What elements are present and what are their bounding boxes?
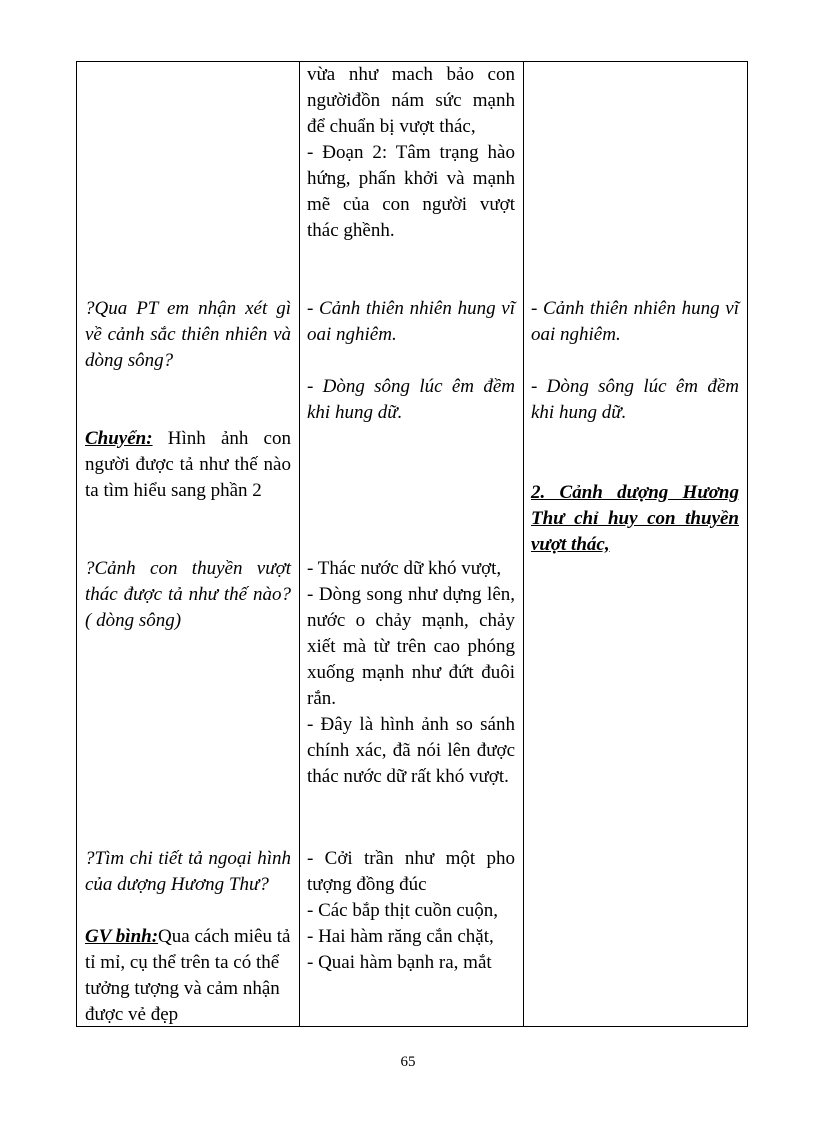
teacher-activity-column <box>77 62 300 1026</box>
transition-text: Hình ảnh con người được tả như thế nào ta tìm hiểu sang phần 2 <box>85 428 291 501</box>
intro-line-2: - Đoạn 2: Tâm trạng hào hứng, phấn khởi và mạnh mẽ của con người vượt thác ghềnh. <box>307 142 515 241</box>
question-appearance: ?Tìm chi tiết tả ngoại hình của dượng Hương Thư? <box>85 848 291 895</box>
teacher-comment-label: GV bình: <box>85 926 159 947</box>
answer-nature-2: - Dòng sông lúc êm đềm khi hung dữ. <box>307 376 515 423</box>
answer-boat <box>307 556 515 790</box>
question-boat: ?Cảnh con thuyền vượt thác được tả như thế nào? ( dòng sông) <box>85 558 291 631</box>
lesson-table <box>76 61 748 1027</box>
transition-label: Chuyển: <box>85 428 153 449</box>
question-nature: ?Qua PT em nhận xét gì về cảnh sắc thiên nhiên và dòng sông? <box>85 298 291 371</box>
answer-appearance <box>307 846 515 976</box>
intro-paragraphs <box>307 62 515 244</box>
answer-look-4: - Quai hàm bạnh ra, mắt <box>307 952 492 973</box>
answer-boat-3: - Đây là hình ảnh so sánh chính xác, đã nói lên được thác nước dữ rất khó vượt. <box>307 714 515 787</box>
answer-boat-2: - Dòng song như dựng lên, nước o chảy mạnh, chảy xiết mà từ trên cao phóng xuống mạnh như đứt đuôi rắn. <box>307 584 515 709</box>
answer-look-3: - Hai hàm răng cắn chặt, <box>307 926 494 947</box>
answer-nature-1: - Cảnh thiên nhiên hung vĩ oai nghiêm. <box>307 298 515 345</box>
page-number: 65 <box>400 1054 416 1070</box>
content-nature-2: - Dòng sông lúc êm đềm khi hung dữ. <box>531 376 739 423</box>
lesson-content-column <box>523 62 747 1026</box>
student-activity-column <box>299 62 524 1026</box>
section-heading: 2. Cảnh dượng Hương Thư chỉ huy con thuyền vượt thác, <box>531 482 739 555</box>
content-nature-1: - Cảnh thiên nhiên hung vĩ oai nghiêm. <box>531 298 739 345</box>
teacher-comment-text: Qua cách miêu tả tỉ mỉ, cụ thể trên ta có thể tưởng tượng và cảm nhận được vẻ đẹp <box>85 926 291 1025</box>
answer-boat-1: - Thác nước dữ khó vượt, <box>307 558 502 579</box>
intro-line-1: vừa như mach bảo con ngườiđồn nám sức mạnh để chuẩn bị vượt thác, <box>307 64 515 137</box>
teacher-comment <box>85 924 291 1028</box>
answer-look-1: - Cởi trần như một pho tượng đồng đúc <box>307 848 515 895</box>
transition-note <box>85 426 291 504</box>
answer-look-2: - Các bắp thịt cuồn cuộn, <box>307 900 499 921</box>
